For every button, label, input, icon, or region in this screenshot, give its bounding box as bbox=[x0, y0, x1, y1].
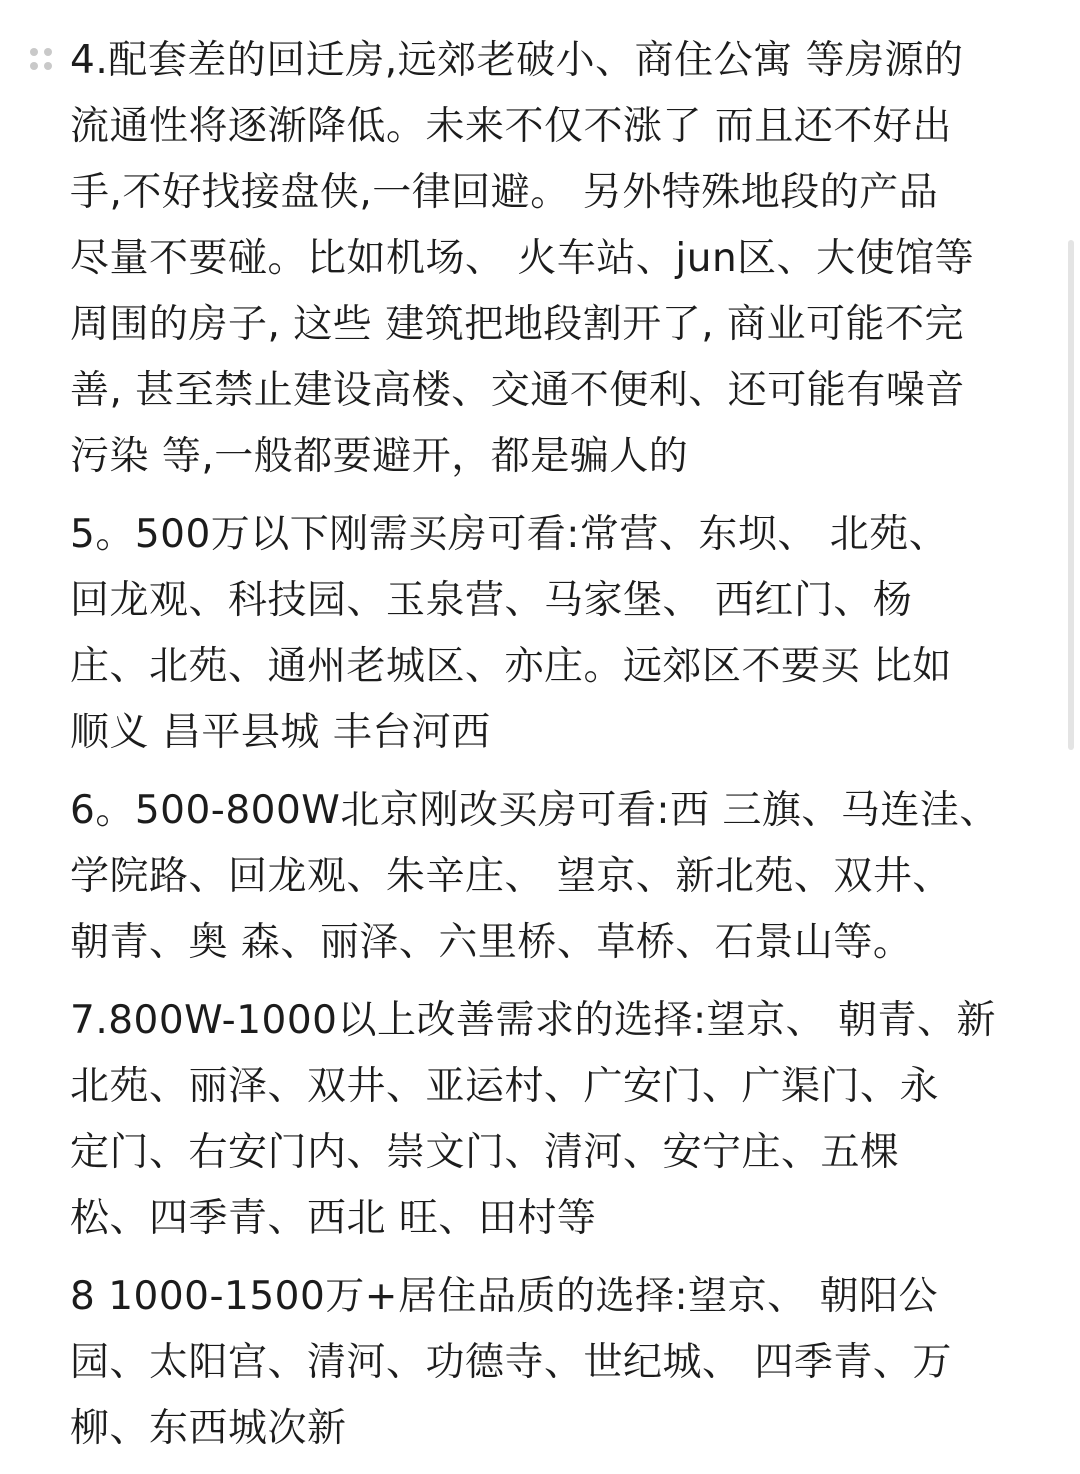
text-line: 手,不好找接盘侠,一律回避。 另外特殊地段的产品 bbox=[70, 170, 939, 215]
paragraph-8 bbox=[70, 1264, 1020, 1462]
text-line: 朝青、奥 森、丽泽、六里桥、草桥、石景山等。 bbox=[70, 920, 913, 965]
text-line: 松、四季青、西北 旺、田村等 bbox=[70, 1196, 597, 1241]
text-line: 柳、东西城次新 bbox=[70, 1406, 347, 1451]
text-line: 流通性将逐渐降低。未来不仅不涨了 而且还不好出 bbox=[70, 104, 952, 149]
text-line: 6。500-800W北京刚改买房可看:西 三旗、马连洼、 bbox=[70, 788, 999, 833]
text-line: 污染 等,一般都要避开，都是骗人的 bbox=[70, 434, 689, 479]
drag-dot bbox=[44, 62, 52, 70]
text-line: 8 1000-1500万+居住品质的选择:望京、 朝阳公 bbox=[70, 1274, 939, 1319]
vertical-scrollbar[interactable] bbox=[1068, 240, 1074, 750]
text-line: 回龙观、科技园、玉泉营、马家堡、 西红门、杨 bbox=[70, 578, 913, 623]
paragraph-5 bbox=[70, 502, 1020, 766]
text-line: 尽量不要碰。比如机场、 火车站、jun区、大使馆等 bbox=[70, 236, 975, 281]
text-line: 7.800W-1000以上改善需求的选择:望京、 朝青、新 bbox=[70, 998, 996, 1043]
drag-dot bbox=[30, 48, 38, 56]
text-line: 善, 甚至禁止建设高楼、交通不便利、还可能有噪音 bbox=[70, 368, 965, 413]
drag-dot bbox=[44, 48, 52, 56]
text-line: 学院路、回龙观、朱辛庄、 望京、新北苑、双井、 bbox=[70, 854, 952, 899]
note-content[interactable] bbox=[70, 28, 1020, 1474]
text-line: 北苑、丽泽、双井、亚运村、广安门、广渠门、永 bbox=[70, 1064, 940, 1109]
drag-handle-icon[interactable] bbox=[30, 48, 52, 70]
paragraph-4 bbox=[70, 28, 1020, 490]
text-line: 庄、北苑、通州老城区、亦庄。远郊区不要买 比如 bbox=[70, 644, 952, 689]
drag-dot bbox=[30, 62, 38, 70]
text-line: 周围的房子, 这些 建筑把地段割开了, 商业可能不完 bbox=[70, 302, 964, 347]
paragraph-6 bbox=[70, 778, 1020, 976]
text-line: 园、太阳宫、清河、功德寺、世纪城、 四季青、万 bbox=[70, 1340, 952, 1385]
paragraph-7 bbox=[70, 988, 1020, 1252]
text-line: 4.配套差的回迁房,远郊老破小、商住公寓 等房源的 bbox=[70, 38, 964, 83]
text-line: 顺义 昌平县城 丰台河西 bbox=[70, 710, 491, 755]
text-line: 定门、右安门内、崇文门、清河、安宁庄、五棵 bbox=[70, 1130, 900, 1175]
text-line: 5。500万以下刚需买房可看:常营、东坝、 北苑、 bbox=[70, 512, 949, 557]
